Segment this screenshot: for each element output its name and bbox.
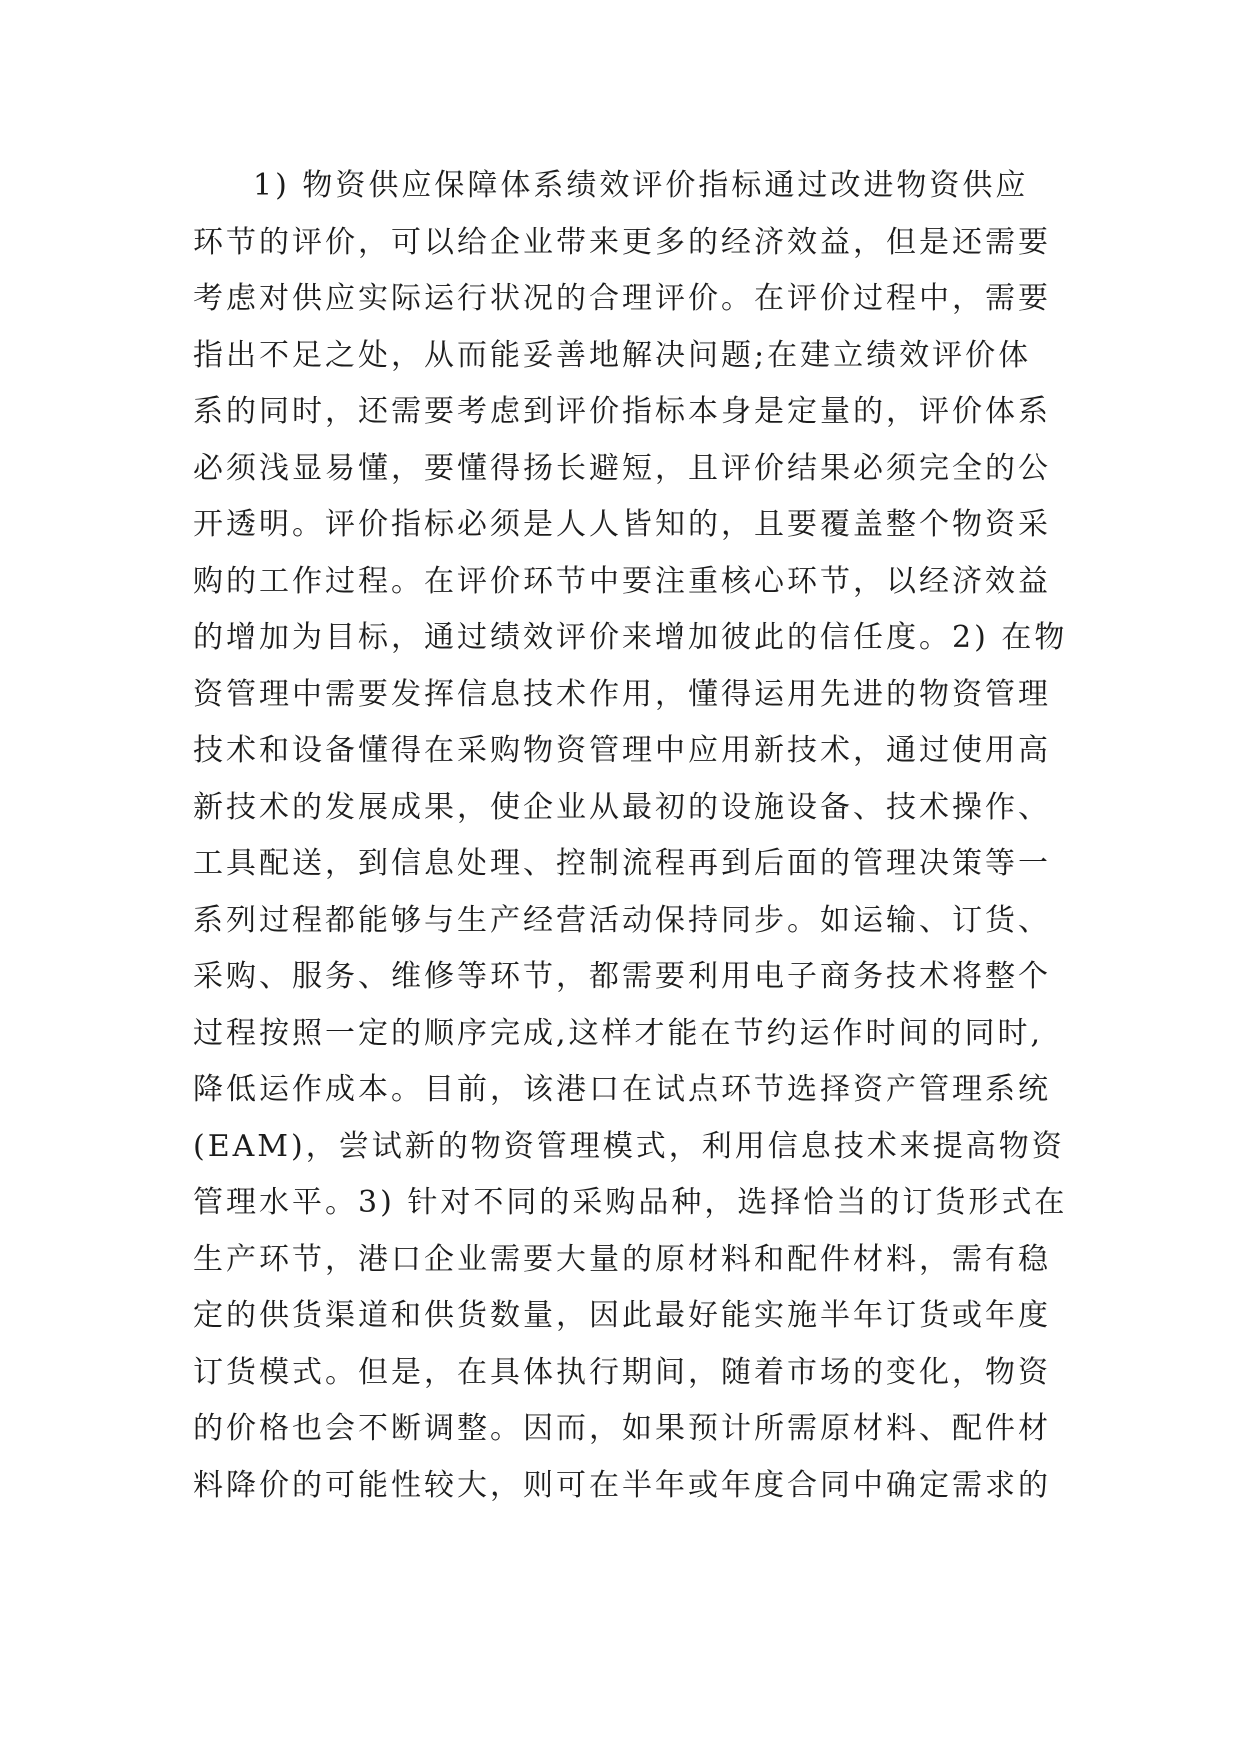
text-line: 资管理中需要发挥信息技术作用，懂得运用先进的物资管理: [193, 676, 1051, 712]
text-line: 购的工作过程。在评价环节中要注重核心环节，以经济效益: [193, 563, 1051, 599]
text-line: 降低运作成本。目前，该港口在试点环节选择资产管理系统: [193, 1072, 1051, 1107]
text-line: 采购、服务、维修等环节，都需要利用电子商务技术将整个: [193, 959, 1051, 994]
text-line: 必须浅显易懂，要懂得扬长避短，且评价结果必须完全的公: [193, 450, 1051, 486]
text-line: 生产环节，港口企业需要大量的原材料和配件材料，需有稳: [193, 1241, 1051, 1277]
text-line: 的价格也会不断调整。因而，如果预计所需原材料、配件材: [193, 1411, 1051, 1446]
text-line: (EAM)，尝试新的物资管理模式，利用信息技术来提高物资: [193, 1128, 1065, 1164]
body-paragraph: [193, 158, 1073, 1514]
text-line: 指出不足之处，从而能妥善地解决问题;在建立绩效评价体: [193, 337, 1032, 373]
text-line: 系列过程都能够与生产经营活动保持同步。如运输、订货、: [193, 902, 1051, 938]
text-line: 过程按照一定的顺序完成,这样才能在节约运作时间的同时,: [193, 1015, 1044, 1051]
text-line: 订货模式。但是，在具体执行期间，随着市场的变化，物资: [193, 1354, 1051, 1390]
text-line: 开透明。评价指标必须是人人皆知的，且要覆盖整个物资采: [193, 507, 1051, 542]
text-line: 考虑对供应实际运行状况的合理评价。在评价过程中，需要: [193, 281, 1051, 316]
text-line: 1) 物资供应保障体系绩效评价指标通过改进物资供应: [253, 168, 1029, 203]
text-line: 管理水平。3) 针对不同的采购品种，选择恰当的订货形式在: [193, 1185, 1068, 1220]
text-line: 料降价的可能性较大，则可在半年或年度合同中确定需求的: [193, 1467, 1051, 1503]
text-line: 的增加为目标，通过绩效评价来增加彼此的信任度。2) 在物: [193, 620, 1068, 655]
text-line: 新技术的发展成果，使企业从最初的设施设备、技术操作、: [193, 789, 1051, 825]
text-line: 技术和设备懂得在采购物资管理中应用新技术，通过使用高: [193, 733, 1051, 768]
text-line: 环节的评价，可以给企业带来更多的经济效益，但是还需要: [193, 224, 1051, 260]
text-line: 定的供货渠道和供货数量，因此最好能实施半年订货或年度: [193, 1298, 1051, 1333]
text-line: 系的同时，还需要考虑到评价指标本身是定量的，评价体系: [193, 394, 1051, 429]
text-line: 工具配送，到信息处理、控制流程再到后面的管理决策等一: [193, 846, 1051, 881]
